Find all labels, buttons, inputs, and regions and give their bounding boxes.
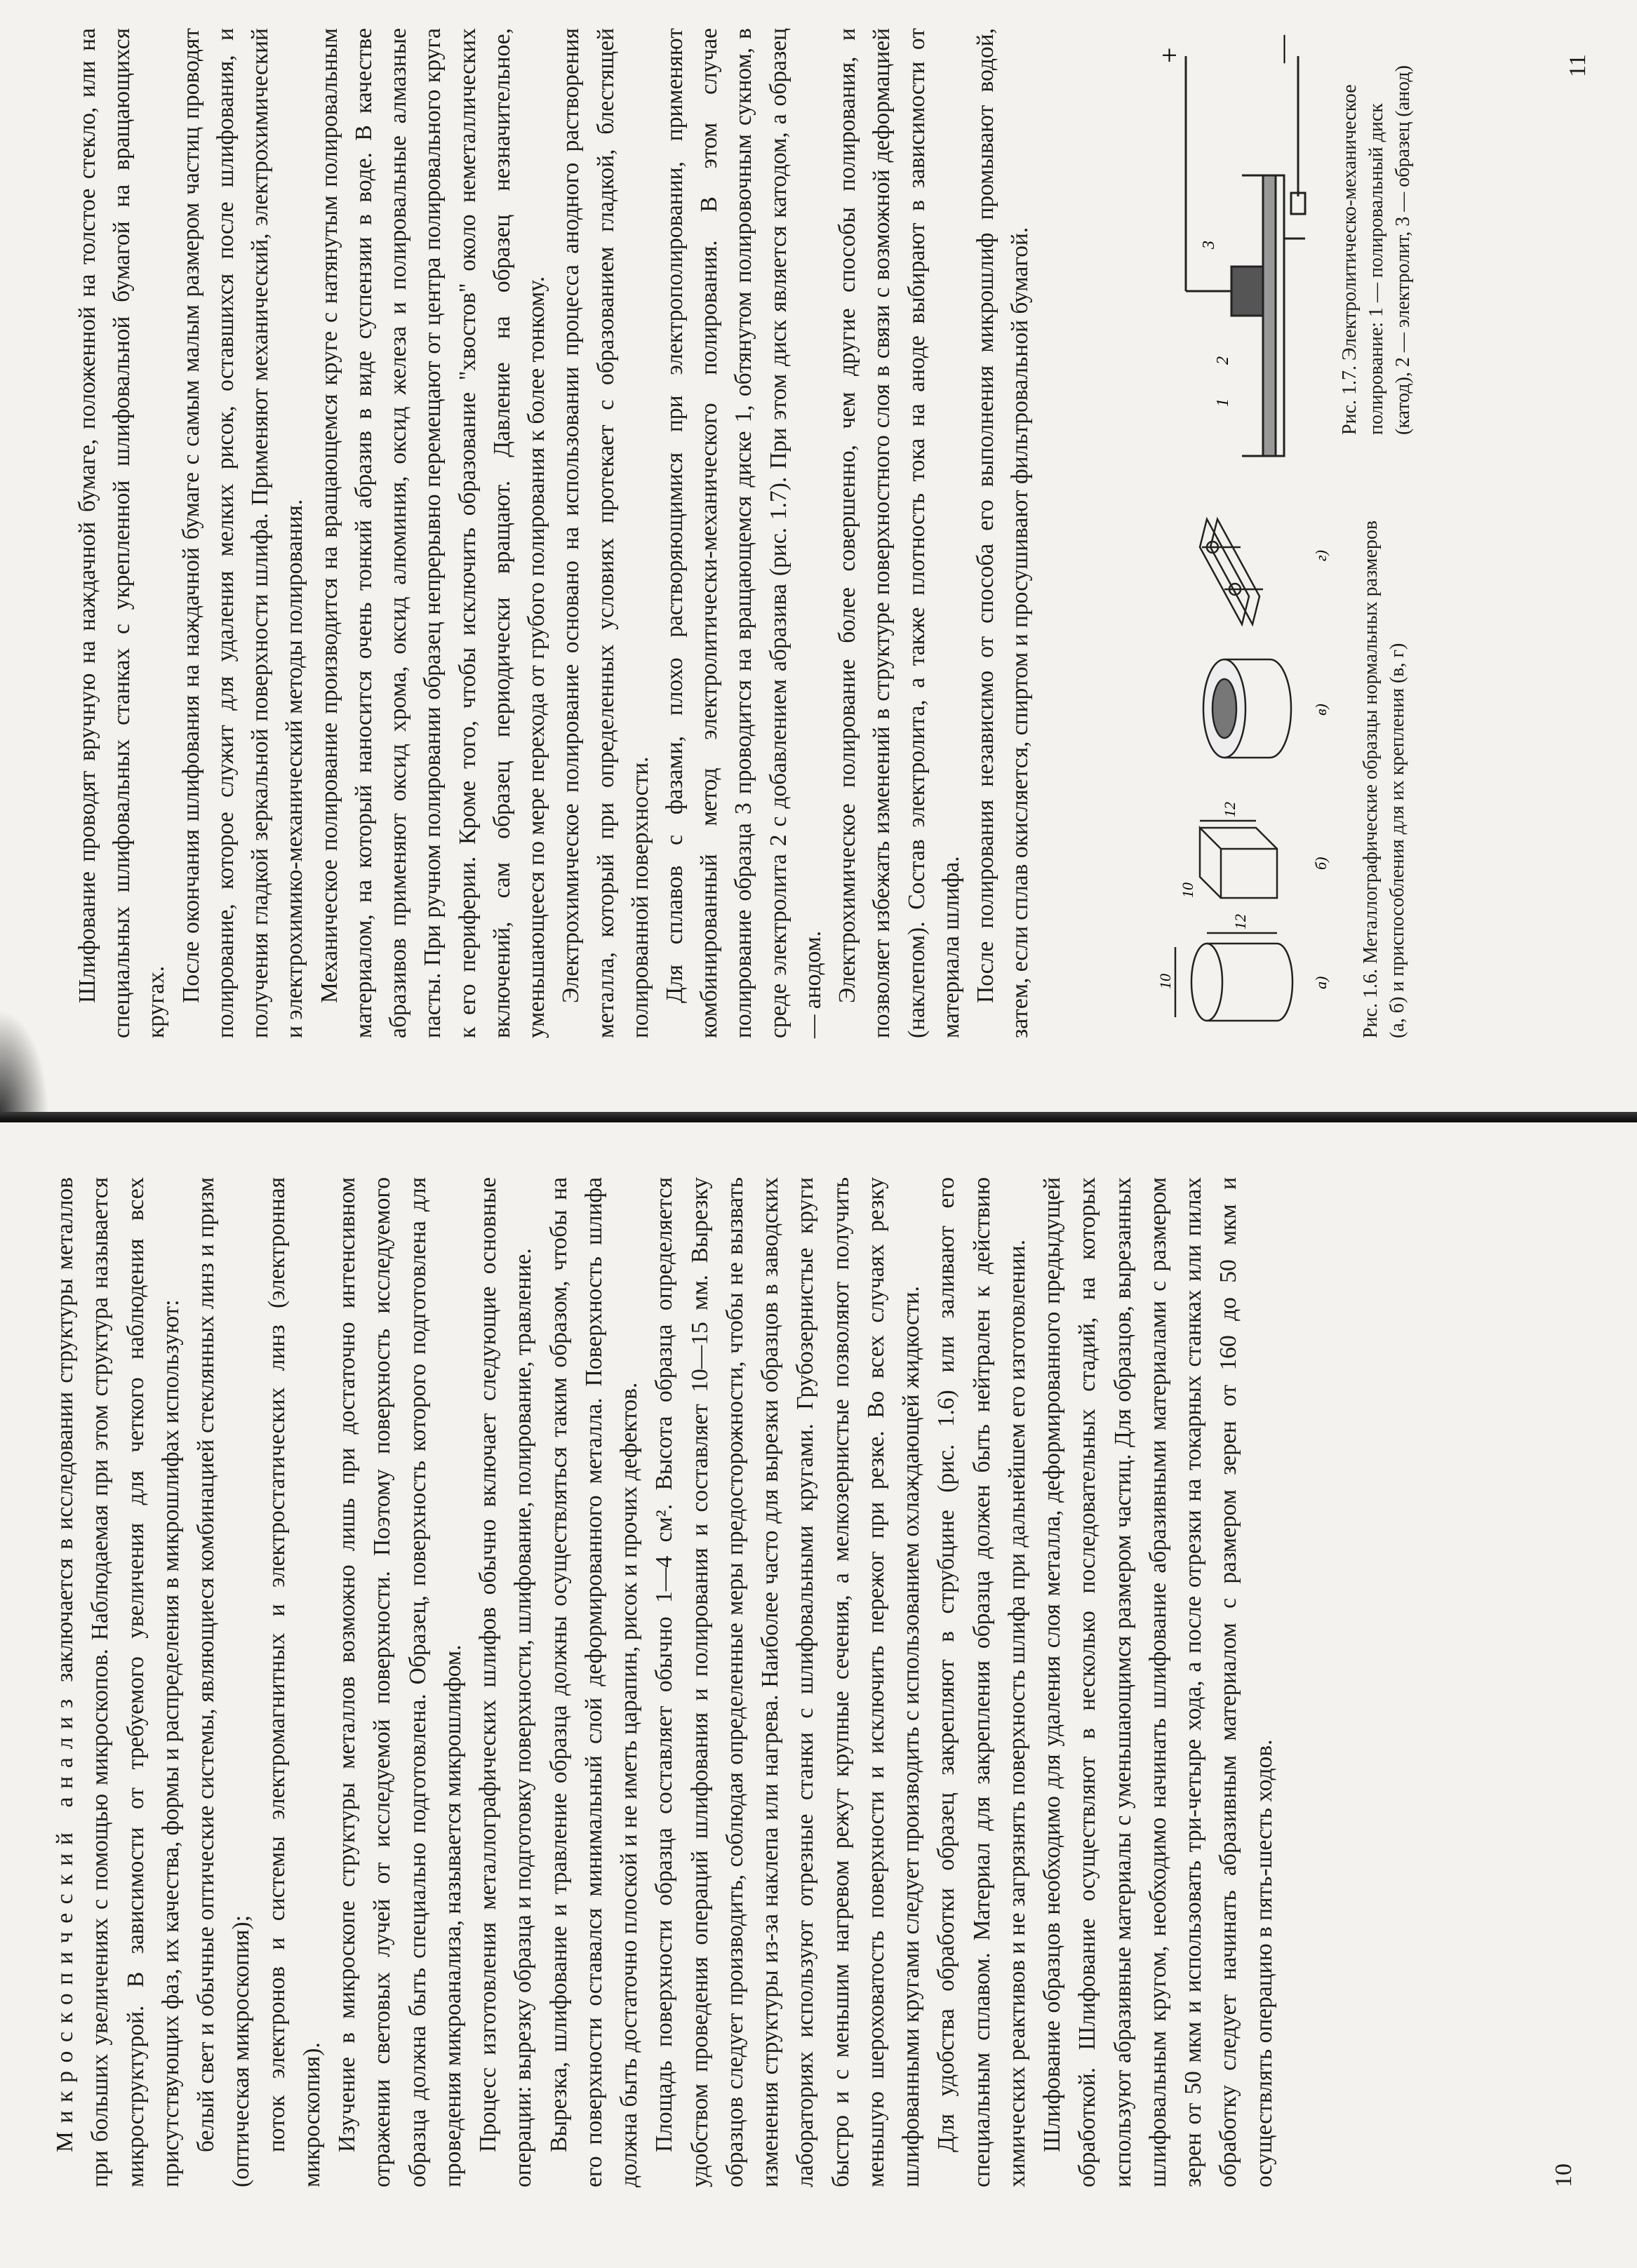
figure-1-7-drawing — [1123, 28, 1333, 477]
dim-label: 12 — [1231, 914, 1249, 930]
figure-1-6-caption: Рис. 1.6. Металлографические образцы нормальных размеров (а, б) и приспособления для их крепления (в, г) — [1360, 520, 1408, 1038]
figure-1-7-caption: Рис. 1.7. Электролитическо-механическое полирование: 1 — полировальный диск (катод), 2 — электролит, 3 — образец (анод) — [1339, 65, 1414, 435]
paragraph: поток электронов и системы электромагнитных и электростатических линз (электронная микроскопия). — [263, 1177, 325, 2187]
polishing-apparatus — [1186, 56, 1305, 456]
label-1: 1 — [1214, 398, 1232, 407]
paragraph: Площадь поверхности образца составляет обычно 1—4 см². Высота образца определяется удобством проведения операций шлифования и полирования и составляет 10—15 мм. Вырезку образцов следует производить, соблюдая определенные меры предосторожности, чтобы не вызвать изменения структуры из-за наклепа или нагрева. Наиболее часто для вырезки образцов в заводских лабораториях используют отрезные станки с шлифовальными кругами. Грубозернистые круги быстро и с меньшим нагревом режут крупные сечения, а мелкозернистые позволяют получить меньшую шероховатость поверхности и исключить пережог при резке. Во всех случаях резку шлифованными кругами следует производить с использованием охлаждающей жидкости. — [651, 1177, 924, 2187]
paragraph: Вырезка, шлифование и травление образца должны осуществляться таким образом, чтобы на его поверхности оставался минимальный слой деформированного металла. Поверхность шлифа должна быть достаточно плоской и не иметь царапин, рисок и прочих дефектов. — [545, 1177, 642, 2187]
paragraph: Процесс изготовления металлографических шлифов обычно включает следующие основные операции: вырезку образца и подготовку поверхности, шлифование, полирование, травление. — [475, 1177, 537, 2187]
paragraph: Микроскопический анализ заключается в исследовании структуры металлов при больших увеличениях с помощью микроскопов. Наблюдаемая при этом структура называется микроструктурой. В зависимости от требуемого увеличения для четкого наблюдения всех присутствующих фаз, их качества, формы и распределения в микрошлифах используют: — [52, 1177, 184, 2187]
dim-label: 10 — [1179, 883, 1196, 898]
figure-1-6-drawing — [1123, 505, 1354, 1038]
paragraph: белый свет и обычные оптические системы, являющиеся комбинацией стеклянных линз и призм (оптическая микроскопия); — [193, 1177, 255, 2187]
paragraph: После полирования независимо от способа его выполнения микрошлиф промывают водой, затем, если сплав окисляется, спиртом и просушивают фильтровальной бумагой. — [973, 28, 1034, 1038]
paragraph: Механическое полирование производится на вращающемся круге с натянутым полировальным материалом, на который наносится очень тонкий абразив в виде суспензии в воде. В качестве абразивов применяют оксид хрома, оксид алюминия, оксид железа и полировальные алмазные пасты. При ручном полировании образец непрерывно перемещают от центра полировального круга к его периферии. Кроме того, чтобы исключить образование "хвостов" около неметаллических включений, сам образец периодически вращают. Давление на образец незначительное, уменьшающееся по мере перехода от грубого полирования к более тонкому. — [316, 28, 550, 1038]
paragraph: Изучение в микроскопе структуры металлов возможно лишь при достаточно интенсивном отражении световых лучей от исследуемой поверхности. Поэтому поверхность исследуемого образца должна быть специально подготовлена. Образец, поверхность которого подготовлена для проведения микроанализа, называется микрошлифом. — [334, 1177, 466, 2187]
left-page — [0, 1122, 1637, 2268]
paragraph: Шлифование образцов необходимо для удаления слоя металла, деформированного предыдущей обработкой. Шлифование осуществляют в несколько последовательных стадий, на которых используют абразивные материалы с уменьшающимся размером частиц. Для образцов, вырезанных шлифовальным кругом, необходимо начинать шлифование абразивными материалами с размером зерен от 50 мкм и использовать три-четыре хода, а после отрезки на токарных станках или пилах обработку следует начинать абразивным материалом с размером зерен от 160 до 50 мкм и осуществлять операцию в пять-шесть ходов. — [1039, 1177, 1277, 2187]
right-page-text — [70, 28, 1038, 1038]
specimen-cylinder — [1175, 933, 1292, 1021]
specimen-cube — [1200, 821, 1277, 898]
paragraph: После окончания шлифования на наждачной бумаге с самым малым размером частиц проводят полирование, которое служит для удаления мелких рисок, оставшихся после шлифования, и получения гладкой зеркальной поверхности шлифа. Применяют механический, электрохимический и электрохимико-механический методы полирования. — [178, 28, 308, 1038]
paragraph: Электрохимическое полирование более совершенно, чем другие способы полирования, и позволяет избежать изменений в структуре поверхностного слоя в связи с возможной деформацией (наклепом). Состав электролита, а также плотность тока на аноде выбирают в зависимости от материала шлифа. — [834, 28, 964, 1038]
panel-label-b: б) — [1312, 857, 1330, 870]
left-page-text — [48, 1177, 1282, 2187]
paragraph: Шлифование проводят вручную на наждачной бумаге, положенной на толстое стекло, или на специальных шлифовальных станках с укрепленной шлифовальной бумагой на вращающихся кругах. — [74, 28, 170, 1038]
right-page-rotated — [0, 0, 1637, 1115]
paragraph: Для сплавов с фазами, плохо растворяющимися при электрополировании, применяют комбинированный метод электролитически-механического полирования. В этом случае полирование образца 3 проводится на вращающемся диске 1, обтянутом полировочным сукном, в среде электролита 2 с добавлением абразива (рис. 1.7). При этом диск является катодом, а образец — анодом. — [661, 28, 826, 1038]
page-number-left: 10 — [1551, 2163, 1577, 2187]
dim-label: 10 — [1156, 974, 1174, 989]
holder-ring — [1203, 659, 1291, 758]
holder-clamp — [1200, 519, 1263, 624]
label-3: 3 — [1200, 241, 1218, 249]
left-page-rotated — [0, 1122, 1637, 2268]
plus-sign: + — [1154, 47, 1185, 63]
page-number-right: 11 — [1565, 54, 1591, 77]
panel-label-g: г) — [1312, 550, 1330, 561]
label-2: 2 — [1214, 356, 1232, 365]
figures-area — [1123, 28, 1558, 1038]
minus-sign: — — [1266, 35, 1297, 63]
paragraph: Электрохимическое полирование основано на использовании процесса анодного растворения металла, который при определенных условиях протекает с образованием гладкой, блестящей полированной поверхности. — [558, 28, 653, 1038]
figure-1-6 — [1123, 505, 1417, 1038]
panel-label-v: в) — [1312, 704, 1330, 716]
figure-1-7 — [1123, 28, 1445, 477]
paragraph: Для удобства обработки образец закрепляют в струбцине (рис. 1.6) или заливают его специальным сплавом. Материал для закрепления образца должен быть нейтрален к действию химических реактивов и не загрязнять поверхность шлифа при дальнейшем его изготовлении. — [933, 1177, 1030, 2187]
panel-label-a: а) — [1312, 976, 1330, 989]
dim-label: 12 — [1221, 802, 1238, 817]
right-page — [0, 0, 1637, 1115]
term-microscopic-analysis: Микроскопический анализ — [52, 1691, 78, 2152]
